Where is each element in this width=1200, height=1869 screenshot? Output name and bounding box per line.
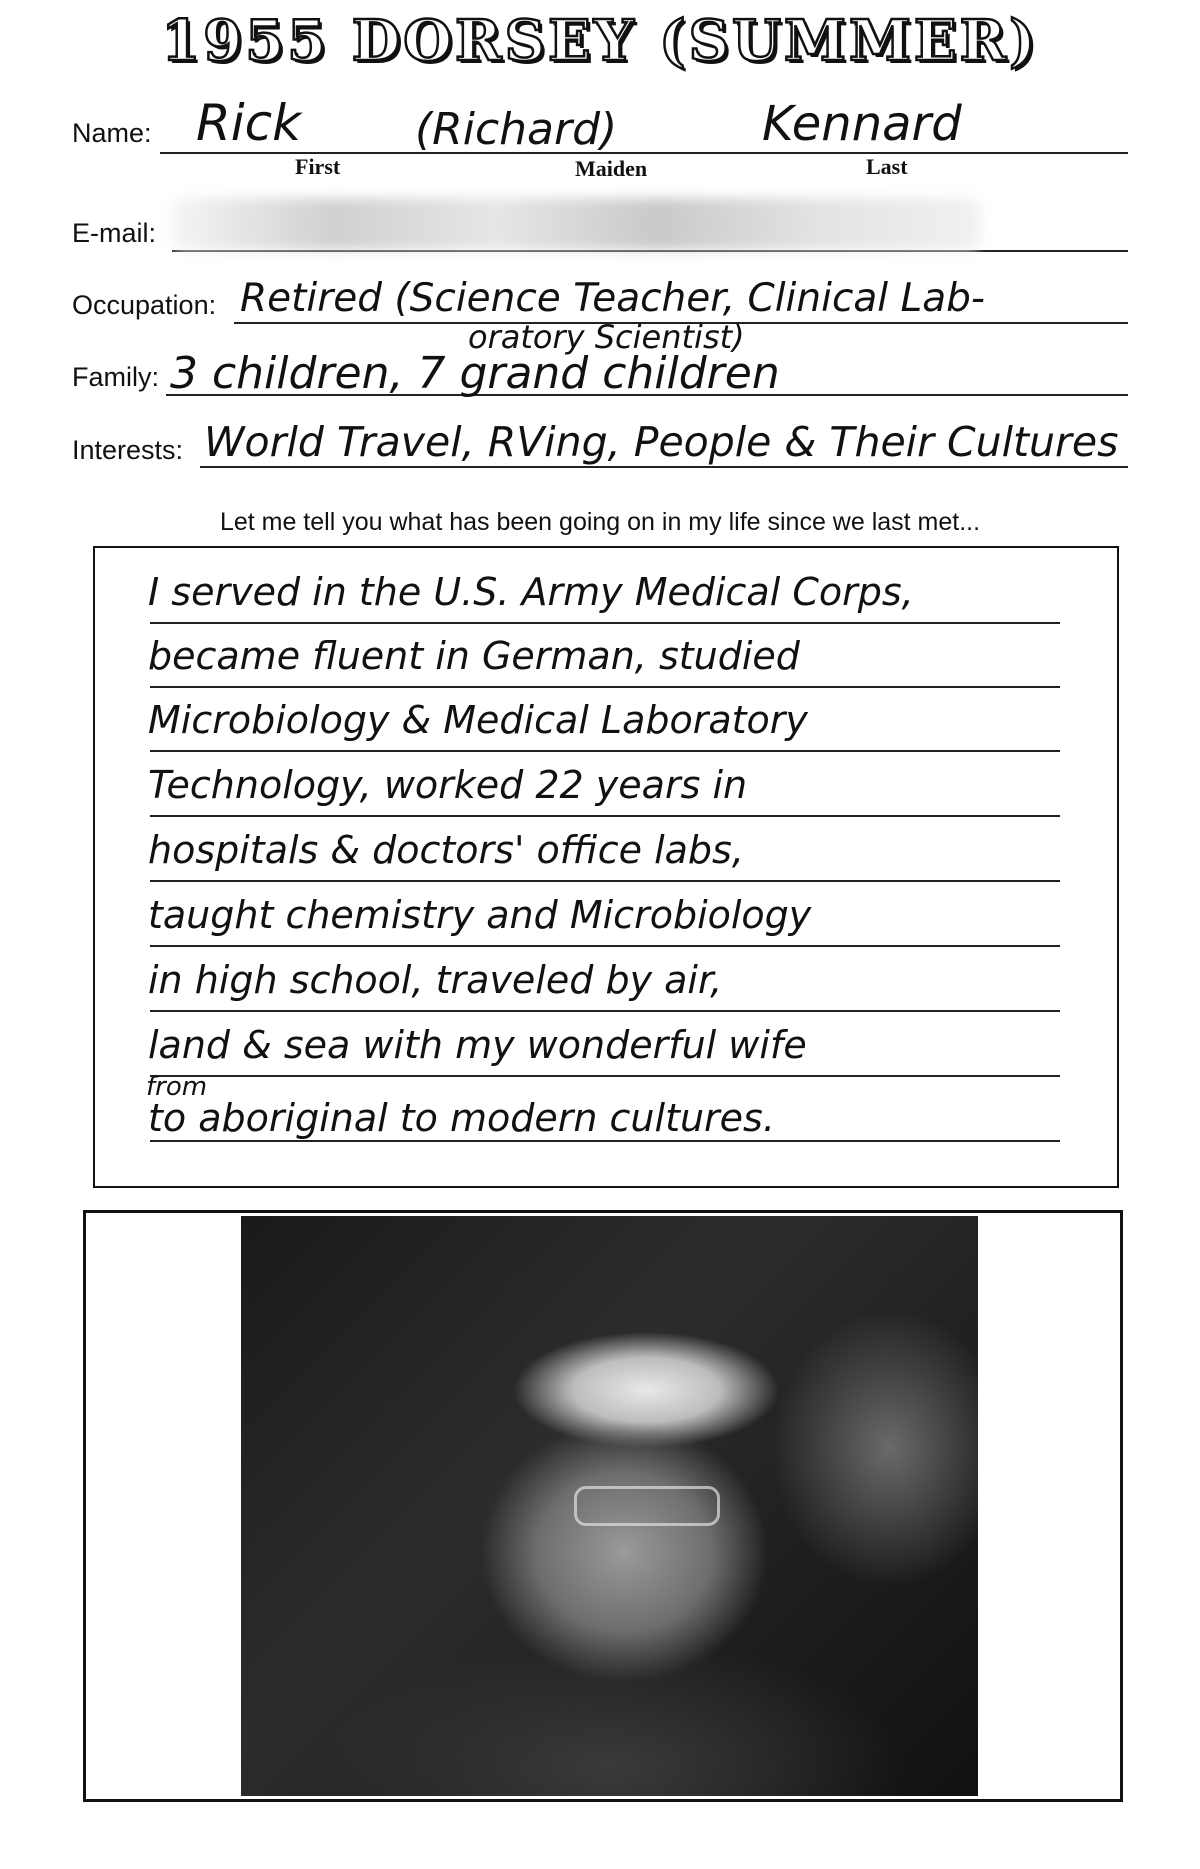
portrait-photo — [241, 1216, 978, 1796]
story-line-3: Microbiology & Medical Laboratory — [148, 698, 808, 742]
story-line-5: hospitals & doctors' office labs, — [148, 828, 744, 872]
occupation-value-line1: Retired (Science Teacher, Clinical Lab- — [240, 276, 985, 321]
story-line-1: I served in the U.S. Army Medical Corps, — [148, 570, 914, 614]
maiden-sublabel: Maiden — [575, 156, 648, 181]
interests-rule — [200, 466, 1128, 468]
photo-frame — [83, 1210, 1123, 1802]
story-rule — [150, 880, 1060, 882]
maiden-name-value: (Richard) — [415, 104, 618, 155]
story-rule — [150, 945, 1060, 947]
email-rule — [172, 250, 1128, 252]
story-rule — [150, 622, 1060, 624]
story-insert-word: from — [146, 1072, 208, 1102]
story-rule — [150, 815, 1060, 817]
story-line-4: Technology, worked 22 years in — [148, 763, 748, 807]
glasses-highlight — [574, 1486, 720, 1526]
story-rule — [150, 686, 1060, 688]
family-label: Family: — [72, 362, 159, 392]
story-line-7: in high school, traveled by air, — [148, 958, 723, 1002]
name-label: Name: — [72, 118, 152, 148]
occupation-label: Occupation: — [72, 290, 217, 320]
story-rule — [150, 1075, 1060, 1077]
story-rule — [150, 1140, 1060, 1142]
story-rule — [150, 1010, 1060, 1012]
story-line-6: taught chemistry and Microbiology — [148, 893, 812, 937]
first-name-value: Rick — [196, 94, 302, 152]
first-sublabel: First — [295, 154, 341, 179]
interests-value: World Travel, RVing, People & Their Cultures — [204, 418, 1119, 466]
story-prompt: Let me tell you what has been going on in my life since we last met... — [219, 508, 981, 536]
email-label: E-mail: — [72, 218, 157, 248]
last-sublabel: Last — [866, 154, 908, 179]
last-name-value: Kennard — [762, 96, 962, 152]
family-value: 3 children, 7 grand children — [170, 348, 780, 399]
story-line-8: land & sea with my wonderful wife — [148, 1023, 807, 1067]
occupation-value-line2: oratory Scientist) — [468, 318, 745, 356]
story-rule — [150, 750, 1060, 752]
form-title: 1955 DORSEY (SUMMER) — [161, 8, 1039, 74]
redacted-email — [172, 198, 980, 250]
interests-label: Interests: — [72, 435, 184, 465]
story-line-9: to aboriginal to modern cultures. — [148, 1096, 775, 1140]
story-line-2: became fluent in German, studied — [148, 634, 800, 678]
